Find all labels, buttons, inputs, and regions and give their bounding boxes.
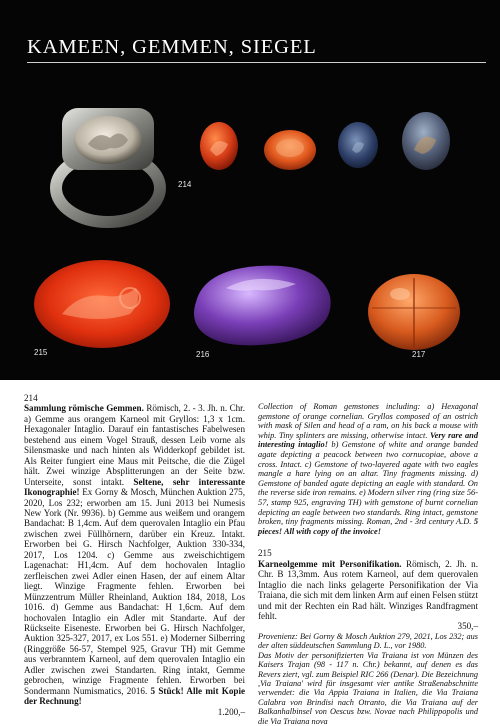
lot-214-en-body: b) Gemstone of white and orange banded agate depicting a peacock between two cornucopiae, above a cross. Intact. c) Gemstone of two-layered agate with two eagles mangle a hare lying on an altar. Tiny fragments missing. d) Gemstone of banded agate depicting an eagle with standard. On the reverse side iron remains. e) Modern silver ring (ring size 56-57, stamp 925, engraving TH) with gemstone of burnt cornelian depicting an eagle between two standards. Ring intact, gemstone broken, tiny fragments missing. Roman, 2nd - 3rd century A.D. <box>258 440 478 527</box>
lot-214-english-text <box>258 402 478 536</box>
lot-214-price-row <box>24 707 245 717</box>
lot-215-provenance: Provenienz: Bei Gorny & Mosch Auktion 279, 2021, Los 232; aus der alten süddeutschen Sammlung D. L., vor 1980. <box>258 631 478 651</box>
lot-215-body: Römisch, 2. Jh. n. Chr. B 13,3mm. Aus rotem Karneol, auf dem querovalen Intaglio die nach links gelagerte Personifikation der Via Traiana, die sich mit dem linken Arm auf einen Felsen stützt und mit der Rechten ein Rad hält. Winziges Randfragment fehlt. <box>258 558 478 622</box>
lot-215-heading: Karneolgemme mit Personifikation. <box>258 558 402 569</box>
orange-gem-b-image <box>262 128 318 172</box>
amethyst-gem-216-image <box>186 262 336 348</box>
lot-214-en-intro: Collection of Roman gemstones including: a) Hexagonal gemstone of orange cornelian. Gryllos composed of an ostrich with mask of Silen and head of a ram, on his back a mouse with whip. Tiny splinters are missing, otherwise intact. <box>258 402 478 440</box>
lot-label-216: 216 <box>196 350 210 359</box>
lot-215-price: 350,– <box>457 621 478 632</box>
lot-215-note: Das Motiv der personifizierten Via Traiana ist von Münzen des Kaisers Trajan (98 - 117 n. Chr.) bekannt, auf denen es das Revers ziert, vgl. zum Beispiel RIC 266 (Denar). Die Bezeichnung ,Via Traiana' wird für insgesamt vier antike Straßenabschnitte verwendet: die Via Appia Traiana in Italien, die Via Traiana Calabra von Brindisi nach Otranto, die Via Traiana auf der Balkanhalbinsel von Oescus bzw. Novae nach Philippopolis und die Via Traiana nova <box>258 650 478 726</box>
lot-214-price: 1.200,– <box>217 706 245 717</box>
lot-214-en-highlight: Very rare and interesting intaglio! <box>258 430 479 450</box>
lot-215-price-row <box>258 621 478 631</box>
lot-214-number: 214 <box>24 393 38 403</box>
right-column <box>258 393 478 726</box>
lot-214-intro: Römisch, 2. - 3. Jh. n. Chr. a) Gemme aus orangem Karneol mit Gryllos: 1,3 x 1cm. Hexagonaler Intaglio. Darauf ein fantastisches Fabelwesen bestehend aus einem Vogel Strauß, dessen Leib vorne als Silensmaske und nach hinten als Widderkopf gebildet ist. Als Reiter fungiert eine Maus mit Peitsche, die die Zügel hält. Zwei winzige Absplitterungen an der Seite bzw. Unterseite, sonst intakt. <box>24 403 245 487</box>
lot-label-214: 214 <box>178 180 192 189</box>
lot-214-description <box>24 393 245 717</box>
lot-label-217: 217 <box>412 350 426 359</box>
lot-214-body: Ex Gorny & Mosch, München Auktion 275, 2020, Los 232; erworben am 15. Juni 2013 bei Numesis New York (Nr. 9936). b) Gemme aus weißem und orangem Bandachat: B 1,4cm. Auf dem querovalen Intaglio ein Pfau zwischen zwei Füllhörnern, darüber ein Kreuz. Intakt. Erworben bei G. Hirsch Nachfolger, Auktion 330-334, 2017, Los 1204. c) Gemme aus zweischichtigem Lagenachat: H1,4cm. Auf dem hochovalen Intaglio zerfleischen zwei Adler einen Hasen, der auf einem Altar liegt. Winzige Fragmente fehlen. Erworben bei Münzzentrum Müller Rheinland, Auktion 184, 2018, Los 1016. d) Gemme aus Bandachat: H 1,6cm. Auf dem hochovalen Intaglio ein Adler mit Standarte. Auf der Rückseite Eiseneste. Erworben bei G. Hirsch Nachfolger, Auktion 325-327, 2017, ex Los 551. e) Moderner Silberring (Ringgröße 56-57, Stempel 925, Gravur TH) mit Gemme aus verbranntem Karneol, auf dem querovalen Intaglio ein Adler zwischen zwei Standarten. Ring intakt, Gemme gebrochen, winzige Fragmente fehlen. Erworben bei Sondermann Numismatics, 2016. <box>24 487 245 696</box>
lot-label-215: 215 <box>34 348 48 357</box>
lot-215-text <box>258 559 478 622</box>
lot-214-closing: 5 Stück! Alle mit Kopie der Rechnung! <box>24 685 246 707</box>
silver-ring-image <box>48 100 168 230</box>
section-title: KAMEEN, GEMMEN, SIEGEL <box>27 36 317 58</box>
cornelian-gem-215-image <box>32 258 172 350</box>
lot-214-en-closing: 5 pieces! All with copy of the invoice! <box>258 517 478 536</box>
lot-214-heading: Sammlung römische Gemmen. <box>24 403 144 414</box>
blue-gem-image <box>336 120 380 170</box>
lot-214-highlight: Seltene, sehr interessante Ikonographie! <box>24 476 245 498</box>
orange-gem-a-image <box>198 120 240 172</box>
title-divider <box>27 62 486 63</box>
scarab-gem-217-image <box>364 268 464 352</box>
lot-214-text <box>24 403 245 706</box>
lot-215-number: 215 <box>258 548 272 559</box>
banded-agate-gem-image <box>400 110 452 172</box>
